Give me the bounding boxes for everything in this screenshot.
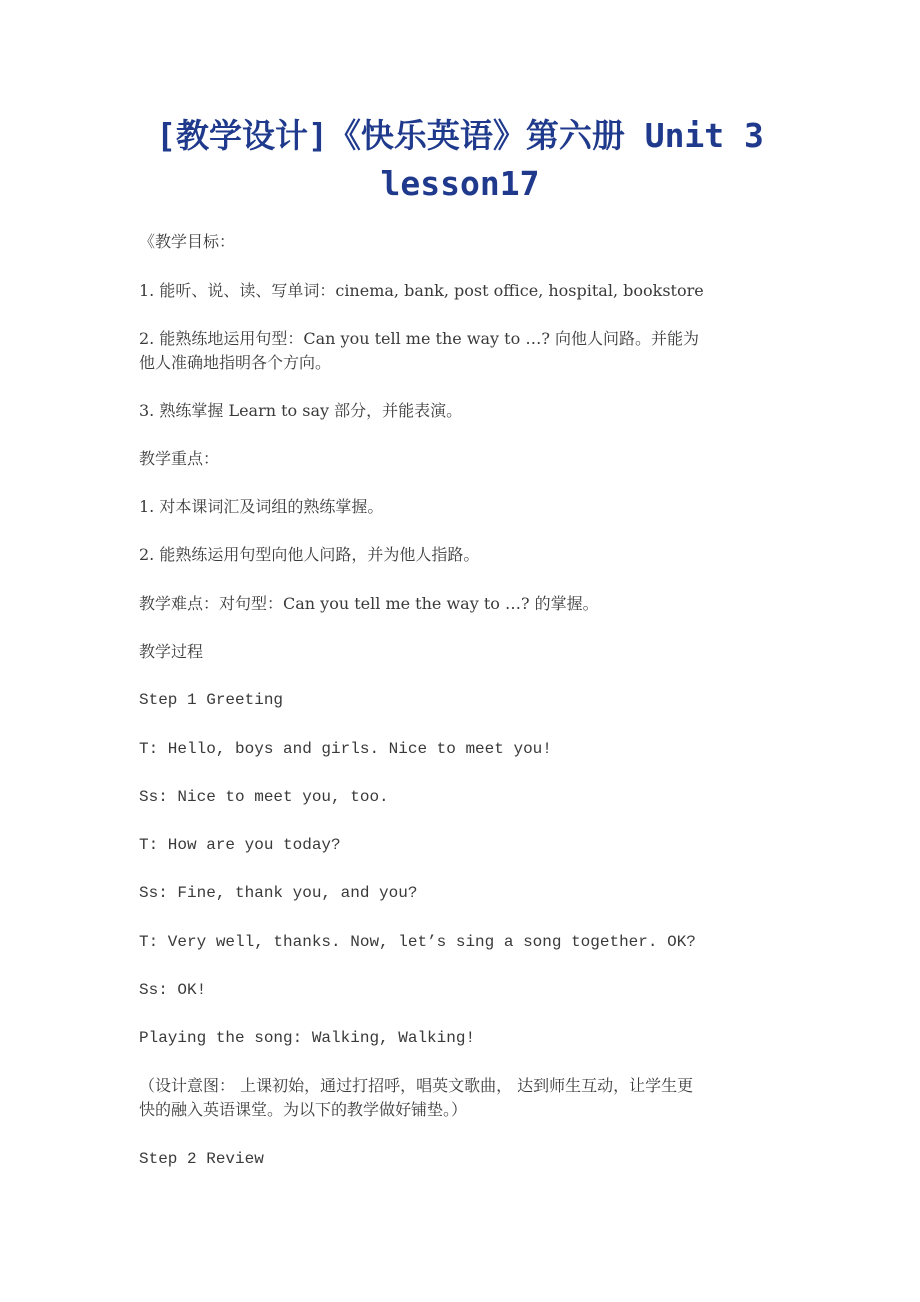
key-point-1: 1. 对本课词汇及词组的熟练掌握。 xyxy=(139,497,384,516)
dialogue-line-5: T: Very well, thanks. Now, let’s sing a song together. OK? xyxy=(139,933,696,951)
step-2-heading: Step 2 Review xyxy=(139,1150,264,1168)
process-heading: 教学过程 xyxy=(139,642,204,661)
design-intent-line-2: 快的融入英语课堂。为以下的教学做好铺垫。） xyxy=(139,1100,468,1119)
design-intent-line-1: （设计意图： 上课初始，通过打招呼，唱英文歌曲， 达到师生互动，让学生更 xyxy=(139,1076,694,1095)
song-line: Playing the song: Walking, Walking! xyxy=(139,1029,476,1047)
objective-2-line-2: 他人准确地指明各个方向。 xyxy=(139,353,332,372)
dialogue-line-2: Ss: Nice to meet you, too. xyxy=(139,788,389,806)
dialogue-line-6: Ss: OK! xyxy=(139,981,207,999)
objective-2-line-1: 2. 能熟练地运用句型：Can you tell me the way to …? 向他人问路。并能为 xyxy=(139,329,699,348)
objective-3: 3. 熟练掌握 Learn to say 部分，并能表演。 xyxy=(139,401,463,420)
dialogue-line-3: T: How are you today? xyxy=(139,836,341,854)
objectives-heading: 《教学目标： xyxy=(139,232,236,251)
key-points-heading: 教学重点： xyxy=(139,449,220,468)
document-title-line-2: lesson17 xyxy=(380,164,540,203)
objective-1: 1. 能听、说、读、写单词：cinema, bank, post office, hospital, bookstore xyxy=(139,281,704,300)
step-1-heading: Step 1 Greeting xyxy=(139,691,284,709)
difficulty-point: 教学难点：对句型：Can you tell me the way to …? 的掌握。 xyxy=(139,594,599,613)
document-title-line-1: [教学设计]《快乐英语》第六册 Unit 3 xyxy=(156,116,764,155)
dialogue-line-1: T: Hello, boys and girls. Nice to meet you! xyxy=(139,740,552,758)
dialogue-line-4: Ss: Fine, thank you, and you? xyxy=(139,884,418,902)
key-point-2: 2. 能熟练运用句型向他人问路，并为他人指路。 xyxy=(139,545,480,564)
